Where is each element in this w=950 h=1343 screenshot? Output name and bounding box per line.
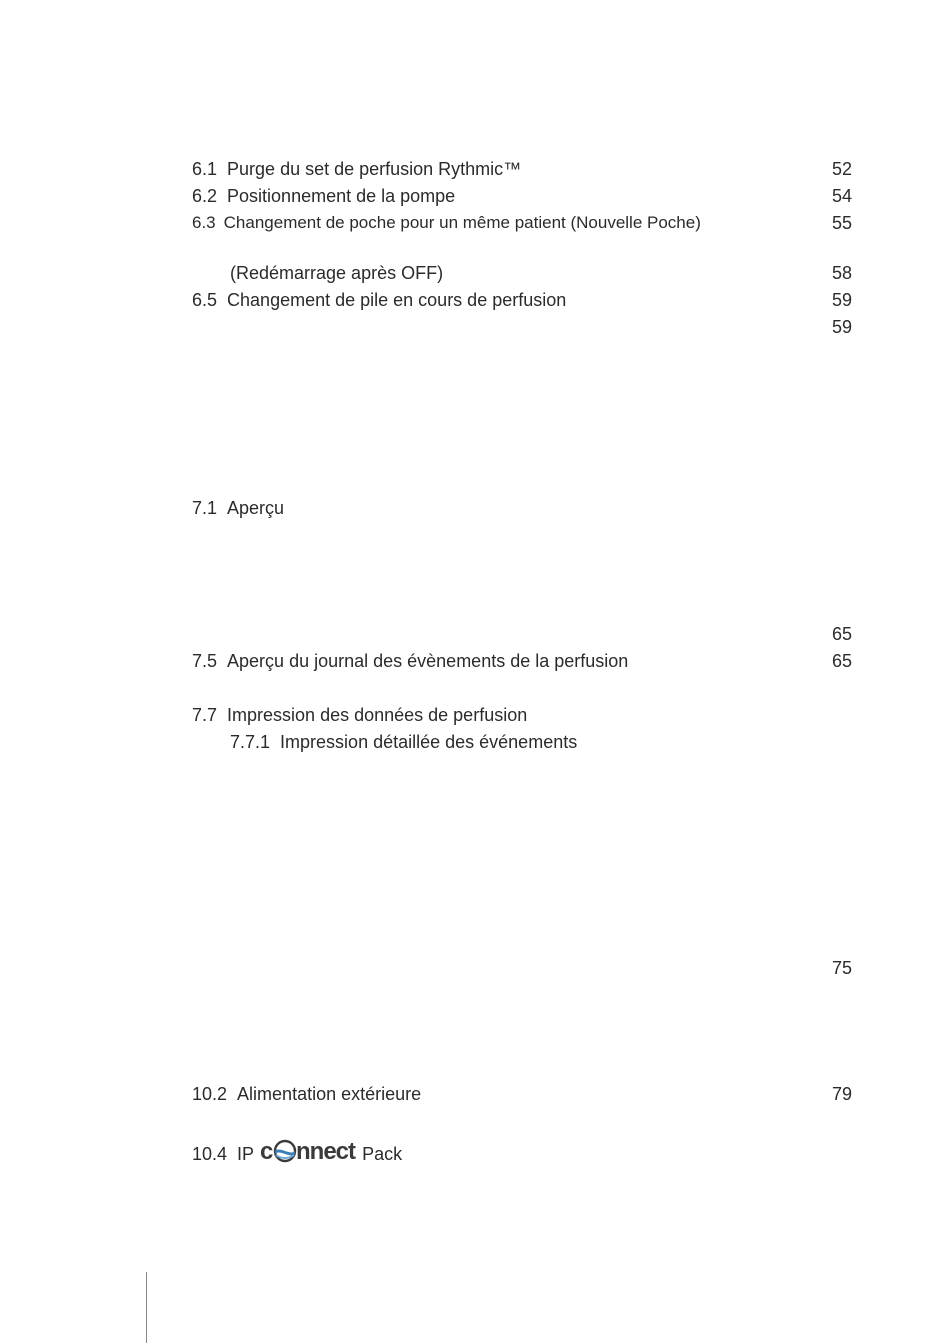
toc-entry-6-5 <box>192 289 566 311</box>
toc-title: Purge du set de perfusion Rythmic™ <box>227 159 522 179</box>
toc-number: 10.2 <box>192 1084 228 1104</box>
toc-entry-6-2 <box>192 185 455 207</box>
toc-number: 10.4 <box>192 1144 228 1164</box>
toc-prefix: IP <box>237 1144 255 1164</box>
toc-entry-7-1 <box>192 497 284 519</box>
toc-number: 7.5 <box>192 651 218 671</box>
toc-number: 6.1 <box>192 159 218 179</box>
toc-entry-7-7 <box>192 704 527 726</box>
toc-entry-6-3 <box>192 212 701 234</box>
toc-title: Impression des données de perfusion <box>227 705 528 725</box>
toc-page: 54 <box>831 186 852 206</box>
toc-number: 6.3 <box>192 213 216 232</box>
toc-title: Changement de pile en cours de perfusion <box>227 290 567 310</box>
toc-page: 59 <box>831 317 852 337</box>
toc-title: Aperçu <box>227 498 285 518</box>
toc-suffix: Pack <box>362 1144 403 1164</box>
connect-logo-icon <box>260 1138 358 1164</box>
toc-page: 59 <box>831 290 852 310</box>
toc-entry-10-4 <box>192 1138 402 1165</box>
toc-number: 7.1 <box>192 498 218 518</box>
connect-logo-svg <box>260 1138 358 1164</box>
toc-title: Alimentation extérieure <box>237 1084 422 1104</box>
toc-title: Impression détaillée des événements <box>280 732 578 752</box>
toc-title: Positionnement de la pompe <box>227 186 456 206</box>
toc-number: 6.2 <box>192 186 218 206</box>
toc-page: 65 <box>831 624 852 644</box>
svg-text:nnect: nnect <box>296 1138 356 1164</box>
toc-title: Aperçu du journal des évènements de la perfusion <box>227 651 629 671</box>
toc-number: 6.5 <box>192 290 218 310</box>
toc-number: 7.7.1 <box>230 732 271 752</box>
toc-page: 75 <box>831 958 852 978</box>
toc-page: 79 <box>831 1084 852 1104</box>
margin-rule <box>146 1272 147 1343</box>
toc-entry-7-7-1 <box>230 731 577 753</box>
toc-page: 65 <box>831 651 852 671</box>
toc-entry-continuation <box>230 262 443 284</box>
toc-page: 52 <box>831 159 852 179</box>
toc-page: 55 <box>831 213 852 233</box>
toc-page: 58 <box>831 263 852 283</box>
toc-entry-10-2 <box>192 1083 421 1105</box>
toc-title: Changement de poche pour un même patient (Nouvelle Poche) <box>223 213 701 232</box>
toc-number: 7.7 <box>192 705 218 725</box>
toc-title: (Redémarrage après OFF) <box>230 263 444 283</box>
toc-entry-6-1 <box>192 158 521 180</box>
svg-text:c: c <box>260 1138 274 1164</box>
toc-entry-7-5 <box>192 650 628 672</box>
